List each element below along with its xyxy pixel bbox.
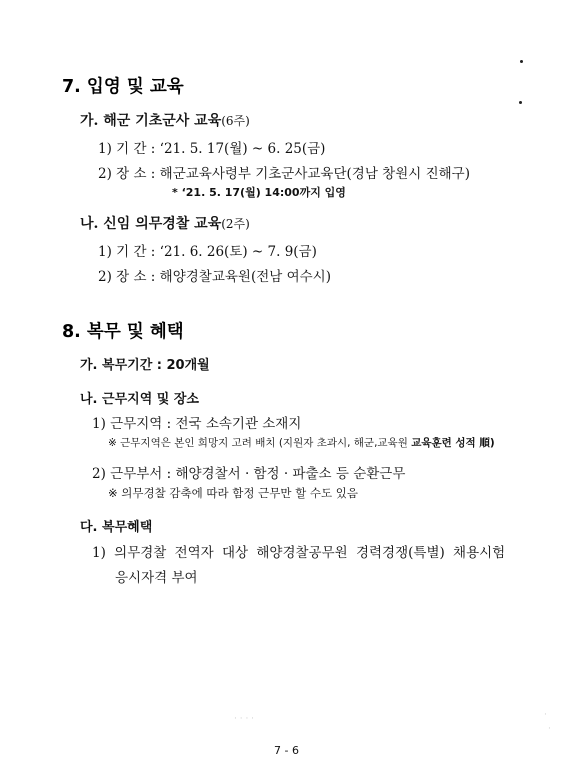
scan-dot: [520, 60, 523, 63]
section-8-department-note: ※ 의무경찰 감축에 따라 함정 근무만 할 수도 있음: [108, 486, 358, 500]
section-8-benefit-line-2: 응시자격 부여: [115, 570, 198, 586]
page-number: 7 - 6: [274, 744, 299, 757]
scan-dot: [519, 101, 522, 104]
section-8-department: 2) 근무부서 : 해양경찰서 · 함정 · 파출소 등 순환근무: [92, 466, 406, 482]
section-7-sub-b-label: 나. 신임 의무경찰 교육: [80, 216, 222, 232]
section-7-title: 7. 입영 및 교육: [62, 77, 184, 97]
section-7-a-entry-note: * ‘21. 5. 17(월) 14:00까지 입영: [172, 186, 346, 199]
section-8-work-area-note: [108, 435, 495, 450]
scan-noise: ·: [548, 724, 551, 734]
section-7-sub-a-note: (6주): [221, 114, 250, 128]
scan-noise: ·: [544, 710, 547, 720]
section-7-a-location: 2) 장 소 : 해군교육사령부 기초군사교육단(경남 창원시 진해구): [98, 166, 470, 182]
section-8-service-period: 가. 복무기간 : 20개월: [80, 358, 210, 373]
section-8-work-area: 1) 근무지역 : 전국 소속기관 소재지: [92, 416, 302, 432]
section-7-b-location: 2) 장 소 : 해양경찰교육원(전남 여수시): [98, 269, 331, 285]
section-7-sub-b: [80, 213, 250, 233]
section-8-benefits-heading: 다. 복무혜택: [80, 520, 153, 535]
section-8-benefit-line-1: 1) 의무경찰 전역자 대상 해양경찰공무원 경력경쟁(특별) 채용시험: [92, 545, 506, 561]
section-7-sub-a-label: 가. 해군 기초군사 교육: [80, 113, 222, 129]
section-7-a-period: 1) 기 간 : ‘21. 5. 17(월) ~ 6. 25(금): [98, 141, 326, 157]
section-8-title: 8. 복무 및 혜택: [62, 322, 184, 342]
section-7-b-period: 1) 기 간 : ‘21. 6. 26(토) ~ 7. 9(금): [98, 244, 317, 260]
section-8-work-area-heading: 나. 근무지역 및 장소: [80, 392, 199, 407]
section-7-sub-b-note: (2주): [221, 217, 250, 231]
section-8-work-area-note-bold: 교육훈련 성적 順): [411, 437, 495, 449]
scan-noise: · · · ·: [234, 714, 255, 724]
section-7-sub-a: [80, 110, 250, 130]
section-8-work-area-note-text: ※ 근무지역은 본인 희망지 고려 배치 (지원자 초과시, 해군,교육원: [108, 437, 412, 449]
